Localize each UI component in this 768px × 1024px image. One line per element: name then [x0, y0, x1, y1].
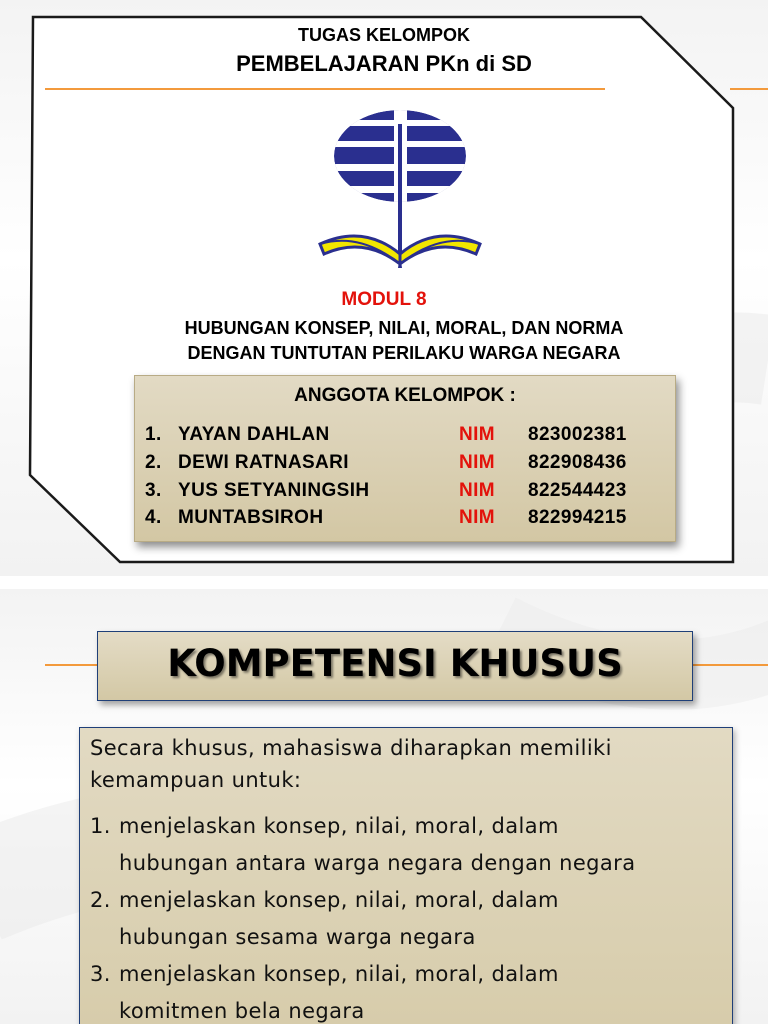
module-number: MODUL 8 [341, 289, 427, 310]
nim-label: NIM [459, 452, 496, 473]
heading-box [97, 631, 693, 701]
module-title-line-1: HUBUNGAN KONSEP, NILAI, MORAL, DAN NORMA [184, 318, 624, 338]
intro-line-2: kemampuan untuk: [90, 768, 302, 792]
module-title-line-2: DENGAN TUNTUTAN PERILAKU WARGA NEGARA [187, 343, 621, 363]
orange-accent-line-left [45, 664, 105, 666]
module-title [0, 316, 768, 366]
nim-value: 822994215 [528, 507, 627, 528]
nim-value: 822544423 [528, 480, 627, 501]
nim-label: NIM [459, 424, 496, 445]
orange-accent-line-right [688, 664, 768, 666]
list-number: 1. [90, 814, 111, 838]
group-members-box [134, 375, 676, 542]
group-members-title: ANGGOTA KELOMPOK : [294, 385, 516, 406]
list-item-line: menjelaskan konsep, nilai, moral, dalam [119, 962, 559, 986]
slide-heading: KOMPETENSI KHUSUS [167, 642, 623, 685]
member-row [135, 480, 675, 508]
list-item-line: hubungan antara warga negara dengan negara [119, 851, 636, 875]
orange-accent-line [45, 88, 605, 90]
list-item-line: menjelaskan konsep, nilai, moral, dalam [119, 814, 559, 838]
slide-gap [0, 576, 768, 589]
assignment-label: TUGAS KELOMPOK [297, 25, 470, 45]
member-number: 4. [145, 507, 162, 528]
member-number: 3. [145, 480, 162, 501]
intro-text [90, 732, 720, 796]
list-item-line: komitmen bela negara [119, 999, 365, 1023]
list-item [90, 808, 720, 882]
member-name: DEWI RATNASARI [178, 452, 349, 473]
member-row [135, 424, 675, 452]
member-row [135, 452, 675, 480]
list-item [90, 956, 720, 1024]
member-row [135, 507, 675, 535]
member-number: 1. [145, 424, 162, 445]
nim-value: 822908436 [528, 452, 627, 473]
intro-line-1: Secara khusus, mahasiswa diharapkan memiliki [90, 736, 612, 760]
member-number: 2. [145, 452, 162, 473]
course-title: PEMBELAJARAN PKn di SD [236, 51, 532, 76]
list-number: 2. [90, 888, 111, 912]
nim-label: NIM [459, 507, 496, 528]
university-logo-icon [314, 104, 489, 276]
list-item-line: menjelaskan konsep, nilai, moral, dalam [119, 888, 559, 912]
member-name: MUNTABSIROH [178, 507, 324, 528]
list-item [90, 882, 720, 956]
member-name: YUS SETYANINGSIH [178, 480, 370, 501]
nim-value: 823002381 [528, 424, 627, 445]
member-name: YAYAN DAHLAN [178, 424, 330, 445]
list-item-line: hubungan sesama warga negara [119, 925, 476, 949]
competency-list [90, 808, 720, 1024]
content-box [79, 727, 733, 1024]
slide-competency [0, 589, 768, 1024]
nim-label: NIM [459, 480, 496, 501]
list-number: 3. [90, 962, 111, 986]
content-text [90, 732, 720, 1024]
orange-accent-line-right [730, 88, 768, 90]
